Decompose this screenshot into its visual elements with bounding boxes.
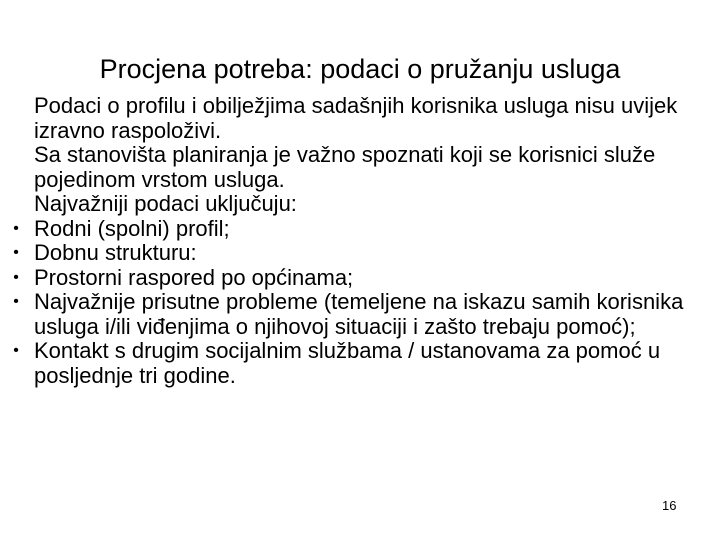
bullet-icon: • [13,219,19,237]
bullet-icon: • [13,244,19,261]
list-item-text: Prostorni raspored po općinama; [34,264,354,290]
bullet-icon: • [13,293,19,310]
slide-title: Procjena potreba: podaci o pružanju usluga [99,54,621,84]
list-item-text: Najvažniji podaci uključuju: [34,191,297,216]
page-number: 16 [662,498,677,513]
bullet-icon: • [13,342,19,359]
list-item-text: Podaci o profilu i obilježjima sadašnjih korisnika usluga nisu uvijek izravno raspoloživi. [34,93,678,143]
list-item [0,217,696,242]
list-item [0,266,696,291]
list-item [0,192,696,217]
bullet-icon: • [13,268,19,286]
slide-body-list [0,94,696,388]
list-item [0,339,696,388]
list-item-text: Najvažnije prisutne probleme (temeljene na iskazu samih korisnika usluga i/ili viđenjima o njihovoj situaciji i zašto trebaju pomoć); [34,289,684,339]
list-item [0,241,696,266]
list-item-text: Rodni (spolni) profil; [34,215,230,241]
list-item [0,290,696,339]
list-item-text: Kontakt s drugim socijalnim službama / ustanovama za pomoć u posljednje tri godine. [34,338,661,388]
list-item-text: Dobnu strukturu: [34,240,197,265]
list-item [0,143,696,192]
list-item [0,94,696,143]
list-item-text: Sa stanovišta planiranja je važno spoznati koji se korisnici služe pojedinom vrstom usluga. [34,142,656,192]
